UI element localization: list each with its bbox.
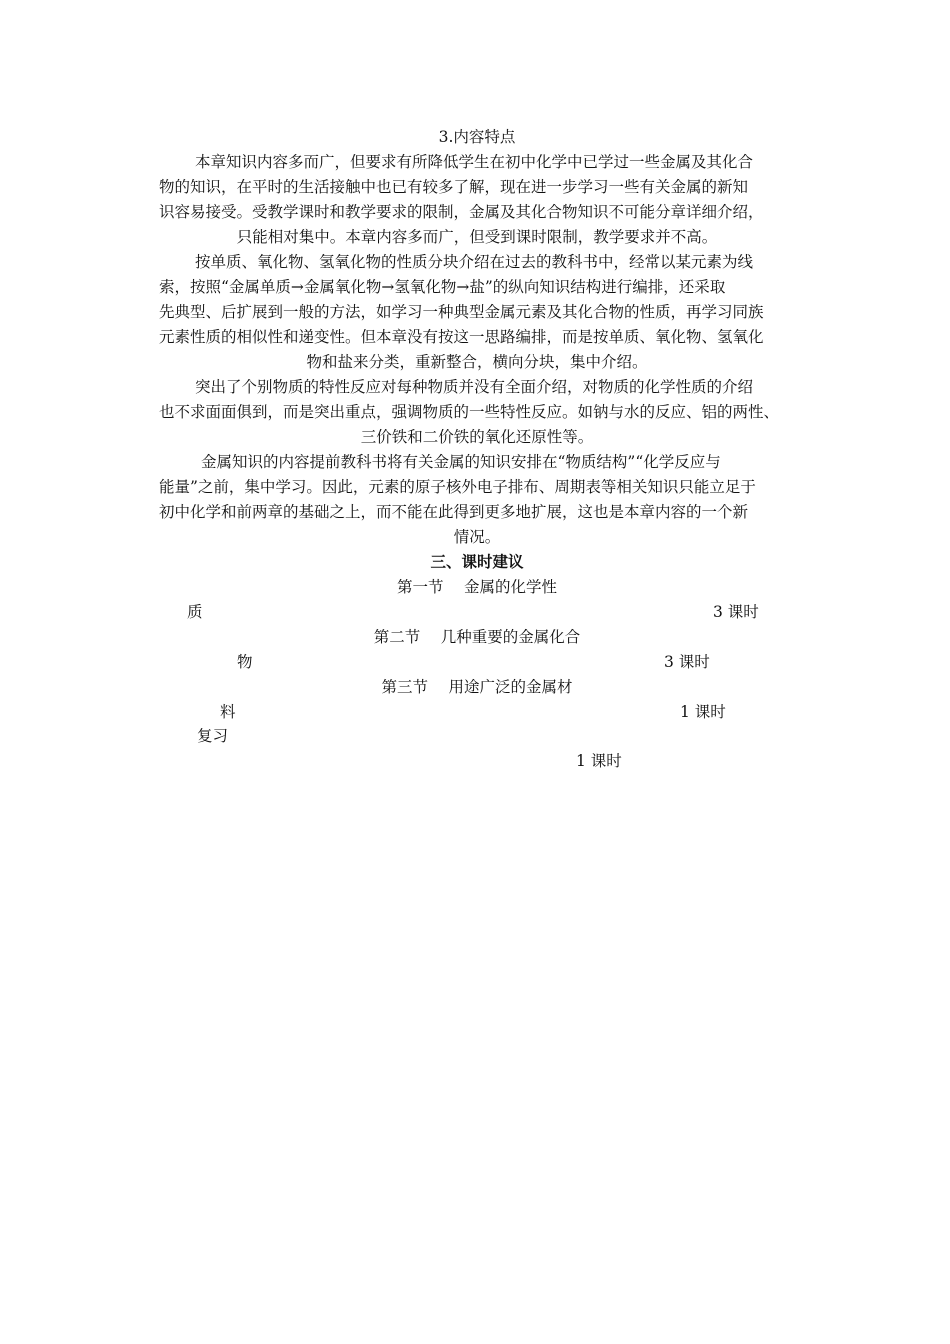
paragraph-2-line-4: 元素性质的相似性和递变性。但本章没有按这一思路编排，而是按单质、氧化物、氢氧化 (159, 328, 764, 346)
schedule-item-2-hours: 3 课时 (664, 653, 710, 671)
paragraph-3-line-1: 突出了个别物质的特性反应对每种物质并没有全面介绍，对物质的化学性质的介绍 (195, 378, 754, 396)
paragraph-2-line-5: 物和盐来分类，重新整合，横向分块，集中介绍。 (306, 353, 648, 371)
paragraph-1-line-4: 只能相对集中。本章内容多而广，但受到课时限制，教学要求并不高。 (236, 228, 718, 246)
paragraph-4-line-4: 情况。 (453, 528, 501, 546)
paragraph-3-line-2: 也不求面面俱到，而是突出重点，强调物质的一些特性反应。如钠与水的反应、铝的两性、 (159, 403, 780, 421)
paragraph-2-line-2: 索，按照“金属单质→金属氧化物→氢氧化物→盐”的纵向知识结构进行编排，还采取 (159, 278, 726, 296)
schedule-item-2-tail: 物 (237, 653, 253, 671)
section-heading: 3.内容特点 (438, 128, 516, 146)
paragraph-1-line-3: 识容易接受。受教学课时和教学要求的限制，金属及其化合物知识不可能分章详细介绍， (159, 203, 764, 221)
paragraph-2-line-3: 先典型、后扩展到一般的方法，如学习一种典型金属元素及其化合物的性质，再学习同族 (159, 303, 764, 321)
schedule-item-1-tail: 质 (187, 603, 203, 621)
paragraph-1-line-1: 本章知识内容多而广，但要求有所降低学生在初中化学中已学过一些金属及其化合 (195, 153, 754, 171)
schedule-item-1-hours: 3 课时 (713, 603, 759, 621)
paragraph-1-line-2: 物的知识，在平时的生活接触中也已有较多了解，现在进一步学习一些有关金属的新知 (159, 178, 749, 196)
schedule-item-3-hours: 1 课时 (680, 703, 726, 721)
schedule-item-3-title: 第三节 用途广泛的金属材 (381, 678, 573, 696)
schedule-item-4-hours: 1 课时 (576, 752, 622, 770)
schedule-heading: 三、课时建议 (430, 552, 524, 571)
paragraph-2-line-1: 按单质、氧化物、氢氧化物的性质分块介绍在过去的教科书中，经常以某元素为线 (195, 253, 754, 271)
schedule-item-3-tail: 料 (220, 703, 236, 721)
schedule-item-2-title: 第二节 几种重要的金属化合 (373, 628, 581, 646)
schedule-item-4-tail: 复习 (197, 727, 229, 745)
paragraph-4-line-3: 初中化学和前两章的基础之上，而不能在此得到更多地扩展，这也是本章内容的一个新 (159, 503, 749, 521)
paragraph-3-line-3: 三价铁和二价铁的氧化还原性等。 (360, 428, 594, 446)
schedule-item-1-title: 第一节 金属的化学性 (397, 578, 557, 596)
paragraph-4-line-1: 金属知识的内容提前教科书将有关金属的知识安排在“物质结构”“化学反应与 (201, 453, 721, 471)
paragraph-4-line-2: 能量”之前，集中学习。因此，元素的原子核外电子排布、周期表等相关知识只能立足于 (159, 478, 756, 496)
